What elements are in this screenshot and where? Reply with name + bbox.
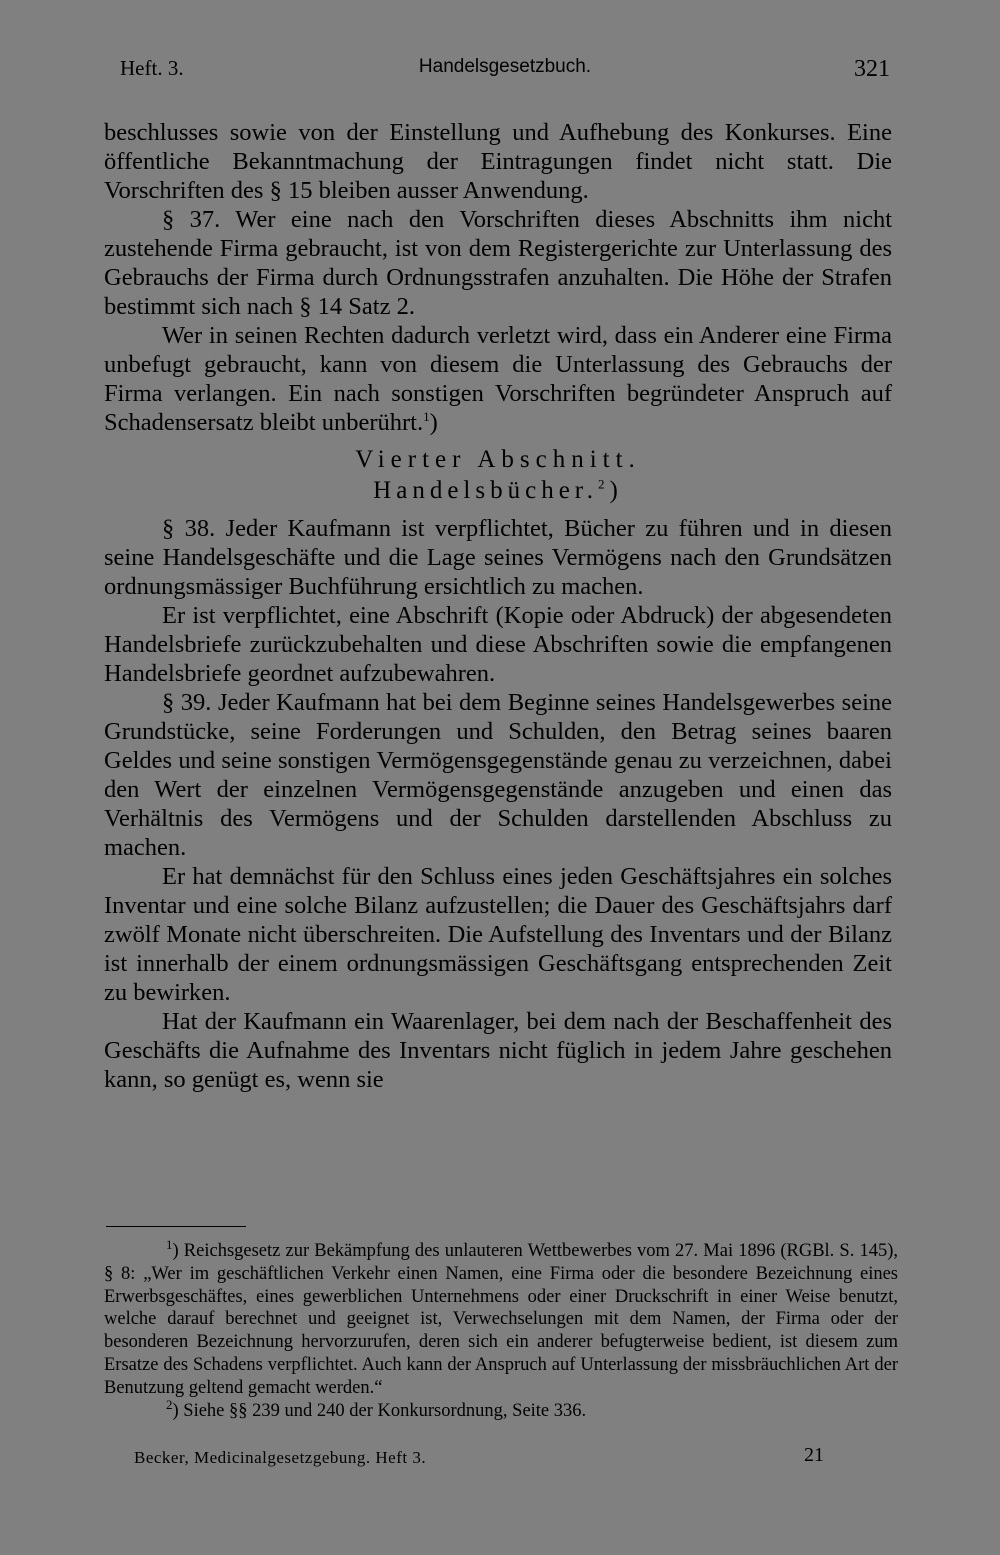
paragraph-section-38: § 38. Jeder Kaufmann ist verpflichtet, Bücher zu führen und in diesen seine Handelsgeschäfte und die Lage seines Vermögens nach den Grundsätzen ordnungsmässiger Buchführung ersichtlich zu machen. bbox=[104, 515, 892, 600]
paragraph-section-38-2: Er ist verpflichtet, eine Abschrift (Kopie oder Abdruck) der abgesendeten Handelsbriefe zurückzubehalten und diese Abschriften sowie die empfangenen Handelsbriefe geordnet aufzubewahren. bbox=[104, 602, 892, 687]
footnote-2-text: Siehe §§ 239 und 240 der Konkursordnung, Seite 336. bbox=[183, 1400, 587, 1421]
issue-label: Heft. 3. bbox=[120, 56, 184, 80]
paragraph-section-39: § 39. Jeder Kaufmann hat bei dem Beginne seines Handelsgewerbes seine Grundstücke, seine Forderungen und Schulden, den Betrag seines baaren Geldes und seine sonstigen Vermögensgegenstände genau zu verzeichnen, dabei den Wert der einzelnen Vermögensgegenstände anzugeben und einen das Verhältnis des Vermögens und der Schulden darstellenden Abschluss zu machen. bbox=[104, 689, 892, 861]
footnote-1-text: Reichsgesetz zur Bekämpfung des unlauteren Wettbewerbes vom 27. Mai 1896 (RGBl. S. 145), § 8: „Wer im geschäftlichen Verkehr einen Namen, eine Firma oder die besondere Bezeichnung eines Erwerbsgeschäftes, eines gewerblichen Unternehmens oder einer Druckschrift in einer Weise benutzt, welche darauf berechnet und geeignet ist, Verwechselungen mit dem Namen, der Firma oder der besonderen Bezeichnung hervorzurufen, deren sich ein anderer befugterweise bedient, ist diesem zum Ersatze des Schadens verpflichtet. Auch kann der Anspruch auf Unterlassung der missbräuchlichen Art der Benutzung geltend gemacht werden.“ bbox=[104, 1241, 898, 1398]
page-number: 321 bbox=[854, 56, 890, 82]
section-heading: Vierter Abschnitt. bbox=[355, 446, 641, 473]
running-header bbox=[120, 56, 890, 90]
footnote-mark-2: 2 bbox=[597, 476, 610, 492]
paragraph-text: Wer in seinen Rechten dadurch verletzt wird, dass ein Anderer eine Firma unbefugt gebraucht, kann von diesem die Unterlassung des Gebrauchs der Firma verlangen. Ein nach sonstigen Vorschriften begründeter Anspruch auf Schadensersatz bleibt unberührt. bbox=[104, 322, 892, 436]
footnotes bbox=[104, 1236, 898, 1422]
paragraph-continuation: beschlusses sowie von der Einstellung und Aufhebung des Konkurses. Eine öffentliche Bekanntmachung der Eintragungen findet nicht statt. Die Vorschriften des § 15 bleiben ausser Anwendung. bbox=[104, 119, 892, 204]
footnote-1-mark: 1 bbox=[166, 1236, 173, 1252]
paragraph-section-39-2: Er hat demnächst für den Schluss eines jeden Geschäftsjahres ein solches Inventar und eine solche Bilanz aufzustellen; die Dauer des Geschäftsjahrs darf zwölf Monate nicht überschreiten. Die Aufstellung des Inventars und der Bilanz ist innerhalb der einem ordnungsmässigen Geschäftsgang entsprechenden Zeit zu bewirken. bbox=[104, 863, 892, 1006]
subheading-text: Handelsbücher. bbox=[373, 477, 598, 504]
footnote-1: $^1$) Reichsgesetz zur Bekämpfung des unlauteren Wettbewerbes vom 27. Mai 1896 (RGBl. S. 145), § 8: „Wer im geschäftlichen Verkehr einen Namen, eine Firma oder die besondere Bezeichnung eines Erwerbsgeschäftes, eines gewerblichen Unternehmens oder einer Druckschrift in einer Weise benutzt, welche darauf berechnet und geeignet ist, Verwechselungen mit dem Namen, der Firma oder der besonderen Bezeichnung hervorzurufen, deren sich ein anderer befugterweise bedient, ist diesem zum Ersatze des Schadens verpflichtet. Auch kann der Anspruch auf Unterlassung der missbräuchlichen Art der Benutzung geltend gemacht werden.“ bbox=[104, 1236, 898, 1398]
paragraph-section-39-3: Hat der Kaufmann ein Waarenlager, bei dem nach der Beschaffenheit des Geschäfts die Aufnahme des Inventars nicht füglich in jedem Jahre geschehen kann, so genügt es, wenn sie bbox=[104, 1008, 892, 1093]
footnote-2-mark: 2 bbox=[166, 1396, 173, 1412]
sheet-number: 21 bbox=[804, 1444, 824, 1466]
paragraph-section-37-2: Wer in seinen Rechten dadurch verletzt wird, dass ein Anderer eine Firma unbefugt gebraucht, kann von diesem die Unterlassung des Gebrauchs der Firma verlangen. Ein nach sonstigen Vorschriften begründeter Anspruch auf Schadensersatz bleibt unberührt.$^1$) bbox=[104, 322, 892, 436]
page-footer bbox=[134, 1444, 834, 1478]
section-subheading: Handelsbücher.$^2$) bbox=[373, 476, 623, 504]
footnote-mark-1: 1 bbox=[423, 408, 430, 424]
main-text bbox=[104, 118, 892, 1094]
signature-line: Becker, Medicinalgesetzgebung. Heft 3. bbox=[134, 1448, 427, 1467]
paragraph-section-37: § 37. Wer eine nach den Vorschriften dieses Abschnitts ihm nicht zustehende Firma gebraucht, ist von dem Registergerichte zur Unterlassung des Gebrauchs der Firma durch Ordnungsstrafen anzuhalten. Die Höhe der Strafen bestimmt sich nach § 14 Satz 2. bbox=[104, 206, 892, 320]
footnote-2: $^2$) Siehe §§ 239 und 240 der Konkursordnung, Seite 336. bbox=[166, 1396, 587, 1421]
running-title: Handelsgesetzbuch. bbox=[418, 56, 592, 77]
footnote-divider bbox=[106, 1226, 246, 1227]
